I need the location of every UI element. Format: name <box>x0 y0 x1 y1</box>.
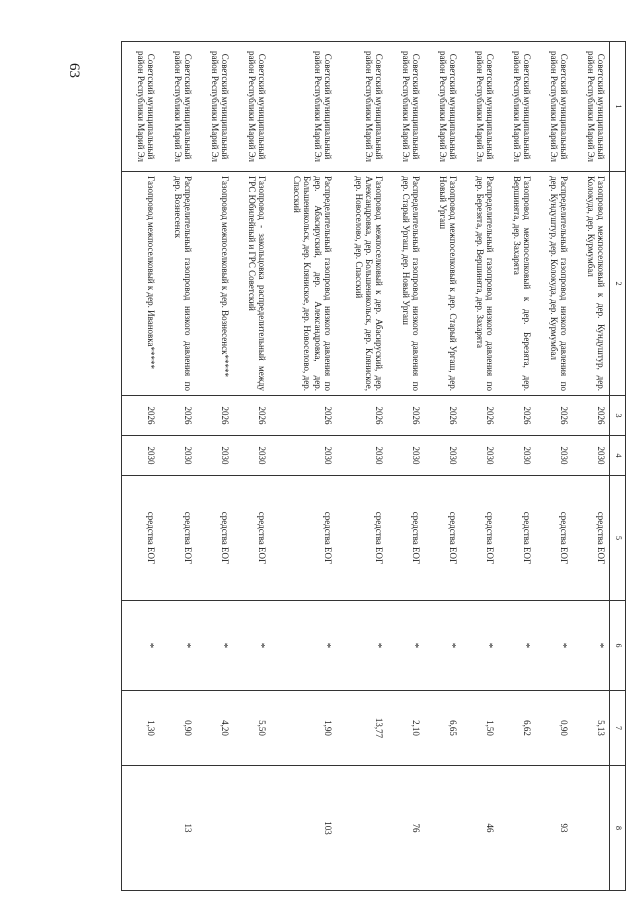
year-start-cell: 2026 <box>233 396 270 436</box>
length-cell: 1,30 <box>122 691 160 766</box>
object-cell: Распределительный газопровод низкого давления по дер. Вознесенск <box>159 172 196 396</box>
funding-source-cell: средства ЕОГ <box>159 476 196 601</box>
length-cell: 1,90 <box>270 691 335 766</box>
funding-source-cell: средства ЕОГ <box>535 476 572 601</box>
column-header: 6 <box>610 601 626 691</box>
count-cell: 93 <box>535 766 572 891</box>
column-header: 8 <box>610 766 626 891</box>
year-end-cell: 2030 <box>336 436 387 476</box>
year-end-cell: 2030 <box>461 436 498 476</box>
length-cell: 0,90 <box>535 691 572 766</box>
count-cell: 13 <box>159 766 196 891</box>
table-row <box>535 42 572 891</box>
year-end-cell: 2030 <box>535 436 572 476</box>
table-row <box>498 42 535 891</box>
district-cell: Советский муниципальный район Республики Марий Эл <box>159 42 196 172</box>
column-header: 5 <box>610 476 626 601</box>
length-cell: 5,13 <box>572 691 610 766</box>
length-cell: 1,50 <box>461 691 498 766</box>
mark-cell: * <box>461 601 498 691</box>
district-cell: Советский муниципальный район Республики Марий Эл <box>233 42 270 172</box>
table-body <box>122 42 610 891</box>
district-cell: Советский муниципальный район Республики Марий Эл <box>498 42 535 172</box>
table-row <box>122 42 160 891</box>
object-cell: Распределительный газопровод низкого давления по дер. Абасируский, дер. Александровка, дер. Большеникольск, дер. Кляниское, дер. Новоселово, дер. Спасский <box>270 172 335 396</box>
year-start-cell: 2026 <box>196 396 233 436</box>
column-header: 7 <box>610 691 626 766</box>
district-cell: Советский муниципальный район Республики Марий Эл <box>122 42 160 172</box>
object-cell: Газопровод межпоселковый к дер. Ивановка***** <box>122 172 160 396</box>
object-cell: Распределительный газопровод низкого давления по дер. Кундуштур, дер. Колокуда, дер. Курмумбал <box>535 172 572 396</box>
object-cell: Газопровод межпоселковый к дер. Старый Ургаш, дер. Новый Ургаш <box>424 172 461 396</box>
length-cell: 6,62 <box>498 691 535 766</box>
district-cell: Советский муниципальный район Республики Марий Эл <box>196 42 233 172</box>
year-start-cell: 2026 <box>122 396 160 436</box>
column-header: 4 <box>610 436 626 476</box>
mark-cell: * <box>196 601 233 691</box>
table-row <box>572 42 610 891</box>
year-end-cell: 2030 <box>122 436 160 476</box>
length-cell: 13,77 <box>336 691 387 766</box>
district-cell: Советский муниципальный район Республики Марий Эл <box>461 42 498 172</box>
object-cell: Газопровод межпоселковый к дер. Абасируский, дер. Александровка, дер. Большеникольск, дер. Кляниское, дер. Новоселово, дер. Спасский <box>336 172 387 396</box>
object-cell: Распределительный газопровод низкого давления по дер. Старый Ургаш, дер. Новый Ургаш <box>387 172 424 396</box>
count-cell <box>233 766 270 891</box>
count-cell: 46 <box>461 766 498 891</box>
district-cell: Советский муниципальный район Республики Марий Эл <box>535 42 572 172</box>
year-end-cell: 2030 <box>233 436 270 476</box>
column-header: 2 <box>610 172 626 396</box>
object-cell: Газопровод межпоселковый к дер. Березята, дер. Вершинята, дер. Захарята <box>498 172 535 396</box>
district-cell: Советский муниципальный район Республики Марий Эл <box>572 42 610 172</box>
year-end-cell: 2030 <box>387 436 424 476</box>
funding-source-cell: средства ЕОГ <box>233 476 270 601</box>
length-cell: 6,65 <box>424 691 461 766</box>
count-cell: 76 <box>387 766 424 891</box>
mark-cell: * <box>122 601 160 691</box>
rotated-page <box>121 41 626 890</box>
funding-source-cell: средства ЕОГ <box>122 476 160 601</box>
table-row <box>196 42 233 891</box>
column-header: 1 <box>610 42 626 172</box>
funding-source-cell: средства ЕОГ <box>461 476 498 601</box>
table-row <box>387 42 424 891</box>
length-cell: 4,20 <box>196 691 233 766</box>
district-cell: Советский муниципальный район Республики Марий Эл <box>270 42 335 172</box>
object-cell: Газопровод межпоселковый к дер. Кундуштур, дер. Колокуда, дер. Курмумбал <box>572 172 610 396</box>
mark-cell: * <box>498 601 535 691</box>
funding-source-cell: средства ЕОГ <box>424 476 461 601</box>
count-cell: 103 <box>270 766 335 891</box>
year-end-cell: 2030 <box>572 436 610 476</box>
funding-source-cell: средства ЕОГ <box>196 476 233 601</box>
year-start-cell: 2026 <box>535 396 572 436</box>
year-start-cell: 2026 <box>461 396 498 436</box>
object-cell: Распределительный газопровод низкого давления по дер. Березята, дер. Вершинята, дер. Захарята <box>461 172 498 396</box>
length-cell: 5,50 <box>233 691 270 766</box>
funding-source-cell: средства ЕОГ <box>572 476 610 601</box>
year-start-cell: 2026 <box>572 396 610 436</box>
year-start-cell: 2026 <box>498 396 535 436</box>
column-header: 3 <box>610 396 626 436</box>
year-start-cell: 2026 <box>387 396 424 436</box>
count-cell <box>196 766 233 891</box>
object-cell: Газопровод межпоселковый к дер. Вознесенск***** <box>196 172 233 396</box>
object-cell: Газопровод - закольцовка распределительный между ГРС Юбилейный и ГРС Советский <box>233 172 270 396</box>
year-start-cell: 2026 <box>159 396 196 436</box>
year-start-cell: 2026 <box>336 396 387 436</box>
table-row <box>270 42 335 891</box>
gas-pipeline-table <box>121 41 626 891</box>
mark-cell: * <box>572 601 610 691</box>
length-cell: 0,90 <box>159 691 196 766</box>
count-cell <box>424 766 461 891</box>
count-cell <box>336 766 387 891</box>
mark-cell: * <box>424 601 461 691</box>
district-cell: Советский муниципальный район Республики Марий Эл <box>424 42 461 172</box>
district-cell: Советский муниципальный район Республики Марий Эл <box>336 42 387 172</box>
year-end-cell: 2030 <box>270 436 335 476</box>
funding-source-cell: средства ЕОГ <box>270 476 335 601</box>
count-cell <box>498 766 535 891</box>
header-row <box>610 42 626 891</box>
year-end-cell: 2030 <box>498 436 535 476</box>
table-row <box>233 42 270 891</box>
year-start-cell: 2026 <box>270 396 335 436</box>
count-cell <box>122 766 160 891</box>
table-row <box>159 42 196 891</box>
year-end-cell: 2030 <box>196 436 233 476</box>
district-cell: Советский муниципальный район Республики Марий Эл <box>387 42 424 172</box>
mark-cell: * <box>336 601 387 691</box>
count-cell <box>572 766 610 891</box>
mark-cell: * <box>387 601 424 691</box>
funding-source-cell: средства ЕОГ <box>387 476 424 601</box>
year-start-cell: 2026 <box>424 396 461 436</box>
table-row <box>424 42 461 891</box>
mark-cell: * <box>233 601 270 691</box>
year-end-cell: 2030 <box>159 436 196 476</box>
table-row <box>461 42 498 891</box>
mark-cell: * <box>159 601 196 691</box>
table-row <box>336 42 387 891</box>
mark-cell: * <box>270 601 335 691</box>
funding-source-cell: средства ЕОГ <box>498 476 535 601</box>
mark-cell: * <box>535 601 572 691</box>
page-number: 63 <box>66 63 82 78</box>
year-end-cell: 2030 <box>424 436 461 476</box>
funding-source-cell: средства ЕОГ <box>336 476 387 601</box>
length-cell: 2,10 <box>387 691 424 766</box>
